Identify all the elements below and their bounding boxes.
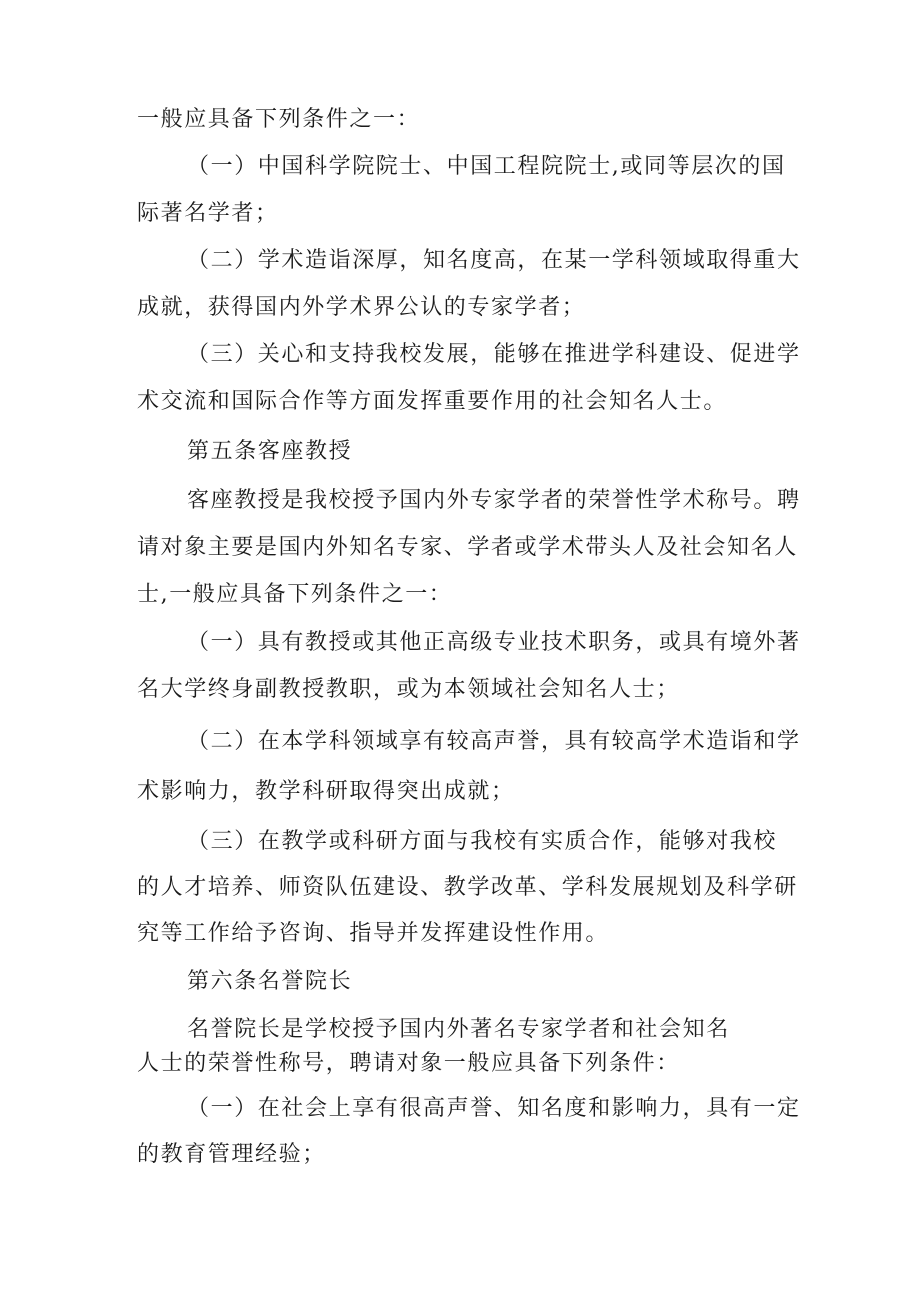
text-line: 名大学终身副教授教职，或为本领域社会知名人士； (137, 677, 680, 702)
text-line: （二）学术造诣深厚，知名度高，在某一学科领域取得重大 (187, 248, 801, 273)
text-line: （二）在本学科领域享有较高声誉，具有较高学术造诣和学 (187, 729, 801, 754)
text-line: 究等工作给予咨询、指导并发挥建设性作用。 (137, 921, 610, 946)
text-line: 客座教授是我校授予国内外专家学者的荣誉性学术称号。聘 (187, 488, 801, 513)
text-line: （一）具有教授或其他正高级专业技术职务，或具有境外著 (187, 630, 801, 655)
text-line: 士,一般应具备下列条件之一： (137, 582, 453, 607)
text-line: 的教育管理经验； (137, 1142, 326, 1167)
text-line: （三）在教学或科研方面与我校有实质合作，能够对我校 (187, 829, 778, 854)
text-line: 术影响力，教学科研取得突出成就； (137, 779, 515, 804)
text-line: 人士的荣誉性称号，聘请对象一般应具备下列条件： (137, 1051, 680, 1076)
text-line: 一般应具备下列条件之一： (137, 107, 421, 132)
text-line: 的人才培养、师资队伍建设、教学改革、学科发展规划及科学研 (137, 875, 798, 900)
text-line: 际著名学者； (137, 201, 279, 226)
section-heading: 第五条客座教授 (187, 439, 353, 464)
text-line: 名誉院长是学校授予国内外著名专家学者和社会知名 (187, 1017, 730, 1042)
text-line: 请对象主要是国内外知名专家、学者或学术带头人及社会知名人 (137, 535, 798, 560)
text-line: 成就，获得国内外学术界公认的专家学者； (137, 295, 586, 320)
text-line: （三）关心和支持我校发展，能够在推进学科建设、促进学 (187, 342, 801, 367)
text-line: 术交流和国际合作等方面发挥重要作用的社会知名人士。 (137, 389, 728, 414)
text-line: （一）在社会上享有很高声誉、知名度和影响力，具有一定 (187, 1096, 801, 1121)
text-line: （一）中国科学院院士、中国工程院院士,或同等层次的国 (187, 154, 786, 179)
section-heading: 第六条名誉院长 (187, 969, 353, 994)
